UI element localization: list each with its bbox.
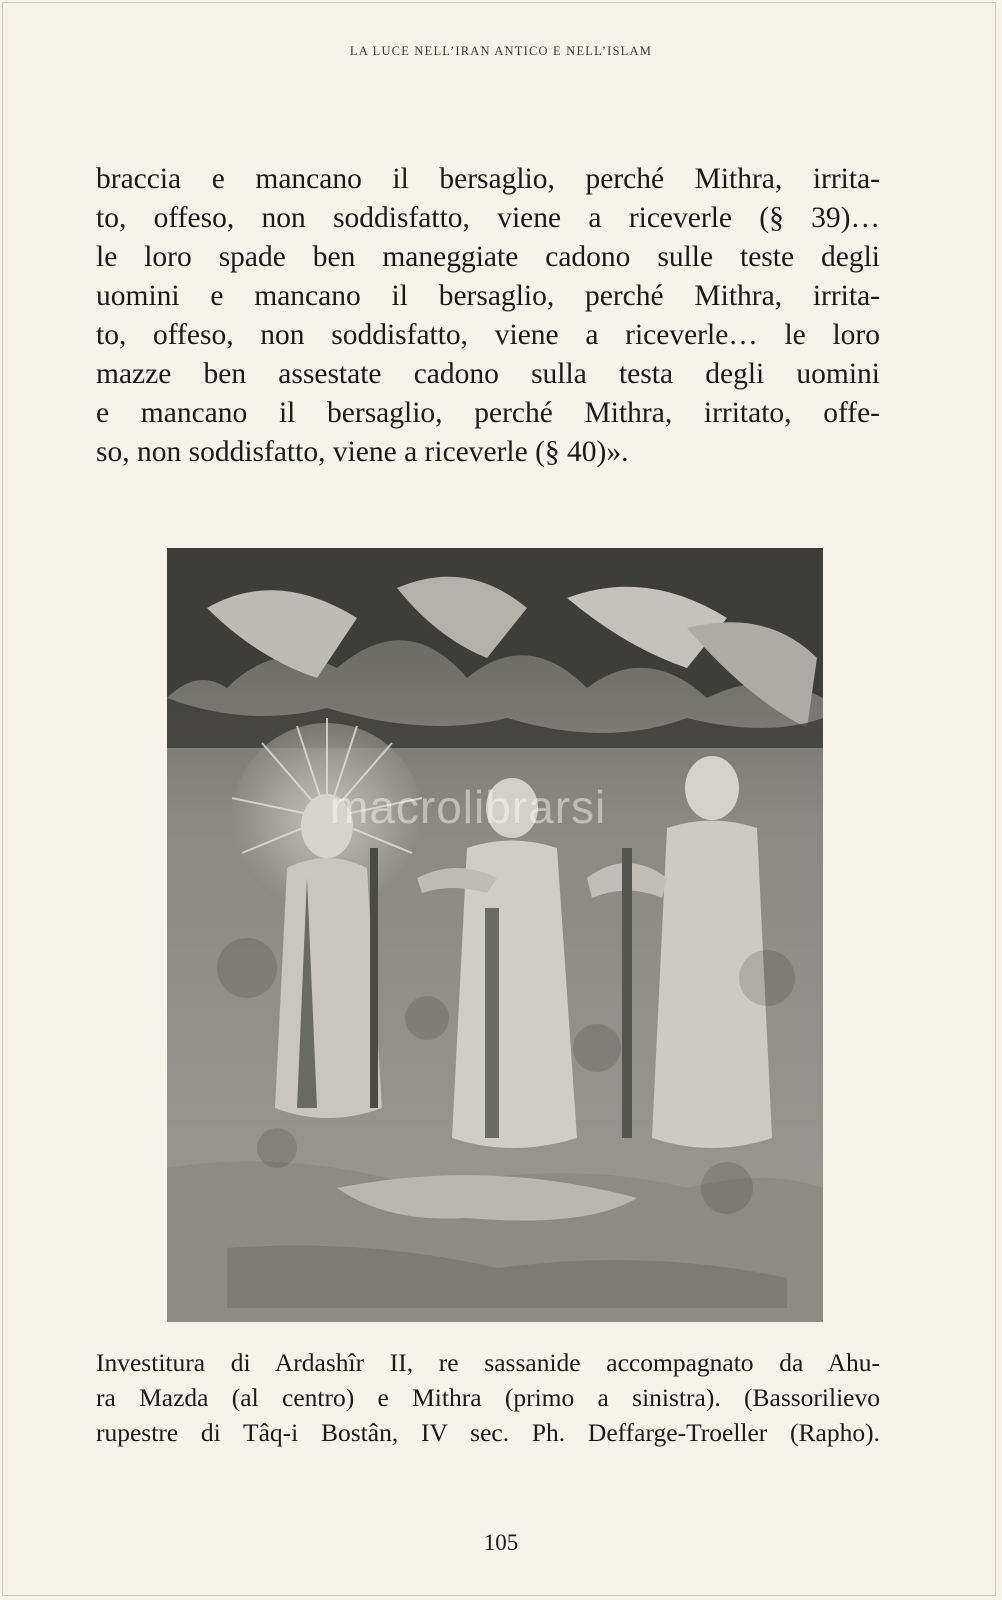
body-line: to, offeso, non soddisfatto, viene a riceverle… le loro xyxy=(96,319,880,351)
watermark: macrolibrarsi xyxy=(330,781,607,833)
page-number: 105 xyxy=(483,1530,519,1555)
caption-line: rupestre di Tâq-i Bostân, IV sec. Ph. Deffarge-Troeller (Rapho). xyxy=(96,1418,880,1447)
relief-photograph xyxy=(167,548,823,1322)
figure-caption xyxy=(96,1345,880,1450)
relief-image xyxy=(167,548,823,1322)
body-line: to, offeso, non soddisfatto, viene a riceverle (§ 39)… xyxy=(96,202,880,234)
body-line: le loro spade ben maneggiate cadono sulle teste degli xyxy=(96,241,880,273)
body-text xyxy=(96,160,880,472)
body-line: uomini e mancano il bersaglio, perché Mithra, irrita- xyxy=(96,280,880,312)
body-line: so, non soddisfatto, viene a riceverle (§ 40)». xyxy=(96,436,629,468)
body-line: mazze ben assestate cadono sulla testa degli uomini xyxy=(96,358,880,390)
caption-line: ra Mazda (al centro) e Mithra (primo a sinistra). (Bassorilievo xyxy=(96,1383,880,1412)
body-line: braccia e mancano il bersaglio, perché Mithra, irrita- xyxy=(96,163,880,195)
caption-line: Investitura di Ardashîr II, re sassanide accompagnato da Ahu- xyxy=(96,1348,880,1377)
running-header: LA LUCE NELL’IRAN ANTICO E NELL’ISLAM xyxy=(349,44,653,58)
body-line: e mancano il bersaglio, perché Mithra, irritato, offe- xyxy=(96,397,880,429)
